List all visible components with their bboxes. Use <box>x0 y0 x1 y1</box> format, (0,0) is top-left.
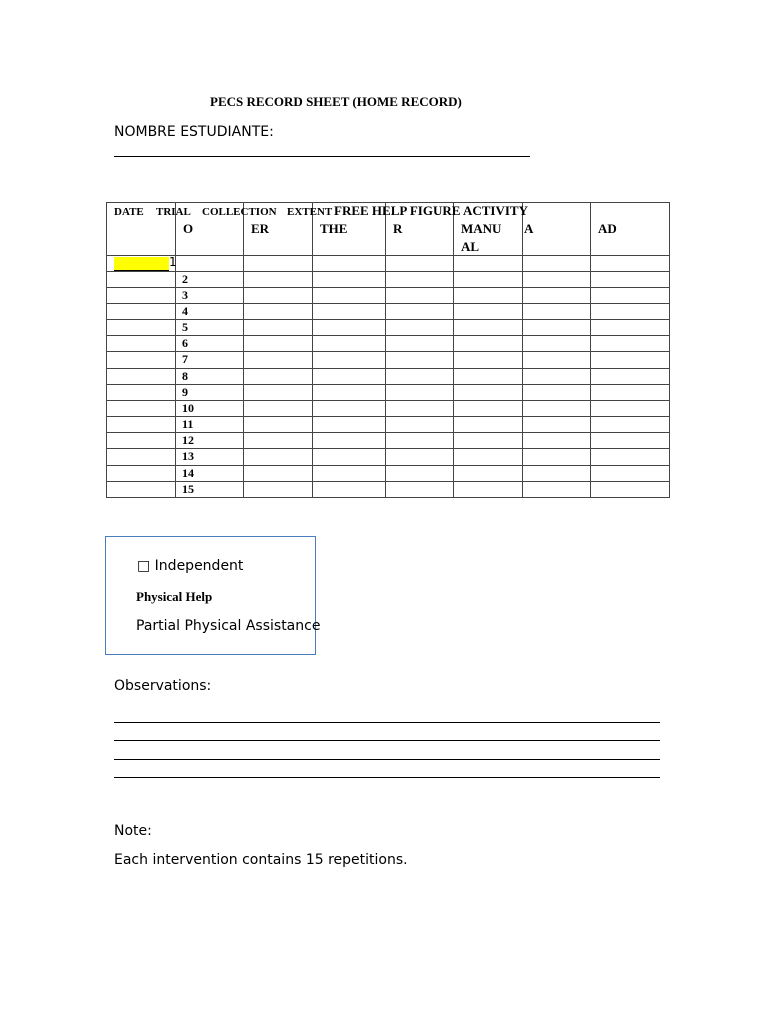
table-cell[interactable] <box>386 255 454 271</box>
trial-number-cell[interactable]: 15 <box>176 481 244 497</box>
table-cell[interactable] <box>244 304 313 320</box>
table-row <box>107 304 670 320</box>
table-cell[interactable] <box>107 352 176 368</box>
table-row <box>107 352 670 368</box>
table-cell[interactable] <box>386 336 454 352</box>
table-cell[interactable] <box>523 465 591 481</box>
table-cell[interactable] <box>313 417 386 433</box>
observation-line[interactable] <box>114 740 660 741</box>
record-grid <box>106 202 670 498</box>
table-cell[interactable] <box>523 320 591 336</box>
header-al: AL <box>461 239 480 254</box>
table-cell[interactable] <box>313 287 386 303</box>
table-cell[interactable] <box>591 481 670 497</box>
table-cell[interactable] <box>313 255 386 271</box>
table-cell[interactable] <box>244 271 313 287</box>
table-cell[interactable] <box>386 384 454 400</box>
table-cell[interactable] <box>523 352 591 368</box>
table-cell[interactable] <box>244 352 313 368</box>
table-cell[interactable] <box>523 287 591 303</box>
table-cell[interactable] <box>386 465 454 481</box>
record-table <box>106 202 669 498</box>
table-cell[interactable] <box>313 465 386 481</box>
table-cell[interactable] <box>386 417 454 433</box>
table-row <box>107 481 670 497</box>
table-cell[interactable] <box>523 255 591 271</box>
trial-number-cell[interactable]: 4 <box>176 304 244 320</box>
table-cell[interactable] <box>523 417 591 433</box>
trial-number-cell[interactable]: 2 <box>176 271 244 287</box>
note-text: Each intervention contains 15 repetitions. <box>114 852 408 868</box>
trial-number-cell[interactable]: 8 <box>176 368 244 384</box>
table-cell[interactable] <box>591 384 670 400</box>
trial-number-cell[interactable]: 7 <box>176 352 244 368</box>
header-free-help-figure-activity: FREE HELP FIGURE ACTIVITY <box>334 203 528 218</box>
student-name-line[interactable] <box>114 156 530 157</box>
table-cell[interactable] <box>591 400 670 416</box>
table-row <box>107 465 670 481</box>
table-cell[interactable] <box>523 304 591 320</box>
table-cell[interactable] <box>454 481 523 497</box>
table-cell[interactable] <box>386 304 454 320</box>
table-cell[interactable] <box>386 368 454 384</box>
table-cell[interactable] <box>523 368 591 384</box>
observation-line[interactable] <box>114 722 660 723</box>
trial-number-1-overlay: 1 <box>169 255 177 269</box>
header-collection: COLLECTION <box>202 206 277 218</box>
legend-independent: □ Independent <box>137 558 244 574</box>
table-cell[interactable] <box>454 304 523 320</box>
table-cell[interactable] <box>107 320 176 336</box>
table-row <box>107 368 670 384</box>
table-cell[interactable] <box>591 255 670 271</box>
table-cell[interactable] <box>523 400 591 416</box>
table-cell[interactable] <box>313 481 386 497</box>
table-cell[interactable] <box>386 271 454 287</box>
table-row <box>107 433 670 449</box>
table-cell[interactable] <box>523 271 591 287</box>
header-trial: TRIAL <box>156 206 191 218</box>
table-cell[interactable] <box>523 481 591 497</box>
trial-number-cell[interactable]: 5 <box>176 320 244 336</box>
table-cell[interactable] <box>313 400 386 416</box>
table-cell[interactable] <box>386 449 454 465</box>
table-cell[interactable] <box>244 433 313 449</box>
trial-number-cell[interactable]: 9 <box>176 384 244 400</box>
table-cell[interactable] <box>591 352 670 368</box>
table-cell[interactable] <box>454 352 523 368</box>
table-cell[interactable] <box>523 336 591 352</box>
table-cell[interactable] <box>591 417 670 433</box>
header-the: THE <box>320 221 348 236</box>
table-cell[interactable] <box>313 336 386 352</box>
table-cell[interactable] <box>591 465 670 481</box>
table-cell[interactable] <box>107 304 176 320</box>
table-cell[interactable] <box>454 400 523 416</box>
table-cell[interactable] <box>107 384 176 400</box>
table-cell[interactable] <box>244 481 313 497</box>
header-r: R <box>393 221 403 236</box>
table-cell[interactable] <box>244 449 313 465</box>
table-cell[interactable] <box>107 336 176 352</box>
table-cell[interactable] <box>454 417 523 433</box>
table-cell[interactable] <box>591 287 670 303</box>
table-cell[interactable] <box>386 320 454 336</box>
table-cell[interactable] <box>454 271 523 287</box>
table-cell[interactable] <box>107 433 176 449</box>
table-cell[interactable] <box>591 271 670 287</box>
legend-physical-help: Physical Help <box>136 589 213 604</box>
table-cell[interactable] <box>107 465 176 481</box>
table-cell[interactable] <box>313 449 386 465</box>
table-cell[interactable] <box>386 352 454 368</box>
table-cell[interactable] <box>313 352 386 368</box>
trial-number-cell[interactable]: 12 <box>176 433 244 449</box>
table-cell[interactable] <box>244 384 313 400</box>
table-cell[interactable] <box>591 320 670 336</box>
table-cell[interactable] <box>313 304 386 320</box>
table-cell[interactable] <box>386 433 454 449</box>
table-cell[interactable] <box>107 400 176 416</box>
table-cell[interactable] <box>107 417 176 433</box>
table-cell[interactable] <box>313 384 386 400</box>
trial-number-cell[interactable]: 14 <box>176 465 244 481</box>
table-cell[interactable] <box>244 255 313 271</box>
table-row <box>107 255 670 271</box>
table-row <box>107 271 670 287</box>
table-row <box>107 449 670 465</box>
observation-line[interactable] <box>114 759 660 760</box>
table-cell[interactable] <box>244 465 313 481</box>
table-cell[interactable] <box>523 384 591 400</box>
table-row <box>107 384 670 400</box>
table-cell[interactable] <box>591 336 670 352</box>
table-cell[interactable] <box>591 449 670 465</box>
observation-line[interactable] <box>114 777 660 778</box>
table-cell[interactable] <box>107 368 176 384</box>
table-row <box>107 336 670 352</box>
table-cell[interactable] <box>454 255 523 271</box>
table-cell[interactable] <box>244 287 313 303</box>
table-cell[interactable] <box>244 417 313 433</box>
table-cell[interactable] <box>454 465 523 481</box>
note-label: Note: <box>114 823 152 839</box>
header-extent: EXTENT <box>287 206 333 218</box>
trial-number-cell[interactable]: 10 <box>176 400 244 416</box>
table-cell[interactable] <box>244 336 313 352</box>
student-name-label: NOMBRE ESTUDIANTE: <box>114 124 274 140</box>
table-cell[interactable] <box>107 481 176 497</box>
table-cell[interactable] <box>454 287 523 303</box>
table-row <box>107 287 670 303</box>
trial-number-cell[interactable]: 11 <box>176 417 244 433</box>
page-title: PECS RECORD SHEET (HOME RECORD) <box>210 94 462 109</box>
date-highlight[interactable] <box>114 257 169 271</box>
table-cell[interactable] <box>591 368 670 384</box>
table-row <box>107 320 670 336</box>
header-manu: MANU <box>461 221 502 236</box>
header-a: A <box>524 221 534 236</box>
header-date: DATE <box>114 206 144 218</box>
table-cell[interactable] <box>454 320 523 336</box>
table-cell[interactable] <box>107 449 176 465</box>
header-er: ER <box>251 221 270 236</box>
table-cell[interactable] <box>591 433 670 449</box>
table-cell[interactable] <box>523 449 591 465</box>
table-cell[interactable] <box>454 384 523 400</box>
table-cell[interactable] <box>454 368 523 384</box>
table-cell[interactable] <box>454 336 523 352</box>
table-cell[interactable] <box>244 368 313 384</box>
trial-number-cell[interactable]: 13 <box>176 449 244 465</box>
header-o: O <box>183 221 194 236</box>
table-cell[interactable] <box>454 433 523 449</box>
table-cell[interactable] <box>107 271 176 287</box>
table-cell[interactable] <box>591 304 670 320</box>
table-cell[interactable] <box>313 271 386 287</box>
table-cell[interactable] <box>386 400 454 416</box>
table-row <box>107 417 670 433</box>
trial-number-cell[interactable]: 6 <box>176 336 244 352</box>
table-cell[interactable] <box>244 400 313 416</box>
table-cell[interactable] <box>176 255 244 271</box>
table-cell[interactable] <box>454 449 523 465</box>
observations-label: Observations: <box>114 678 212 694</box>
table-cell[interactable] <box>313 320 386 336</box>
header-ad: AD <box>598 221 617 236</box>
table-cell[interactable] <box>386 481 454 497</box>
table-cell[interactable] <box>107 287 176 303</box>
table-cell[interactable] <box>313 368 386 384</box>
table-cell[interactable] <box>313 433 386 449</box>
table-cell[interactable] <box>386 287 454 303</box>
table-row <box>107 400 670 416</box>
table-cell[interactable] <box>244 320 313 336</box>
legend-partial-physical-assistance: Partial Physical Assistance <box>136 618 321 634</box>
trial-number-cell[interactable]: 3 <box>176 287 244 303</box>
table-cell[interactable] <box>523 433 591 449</box>
